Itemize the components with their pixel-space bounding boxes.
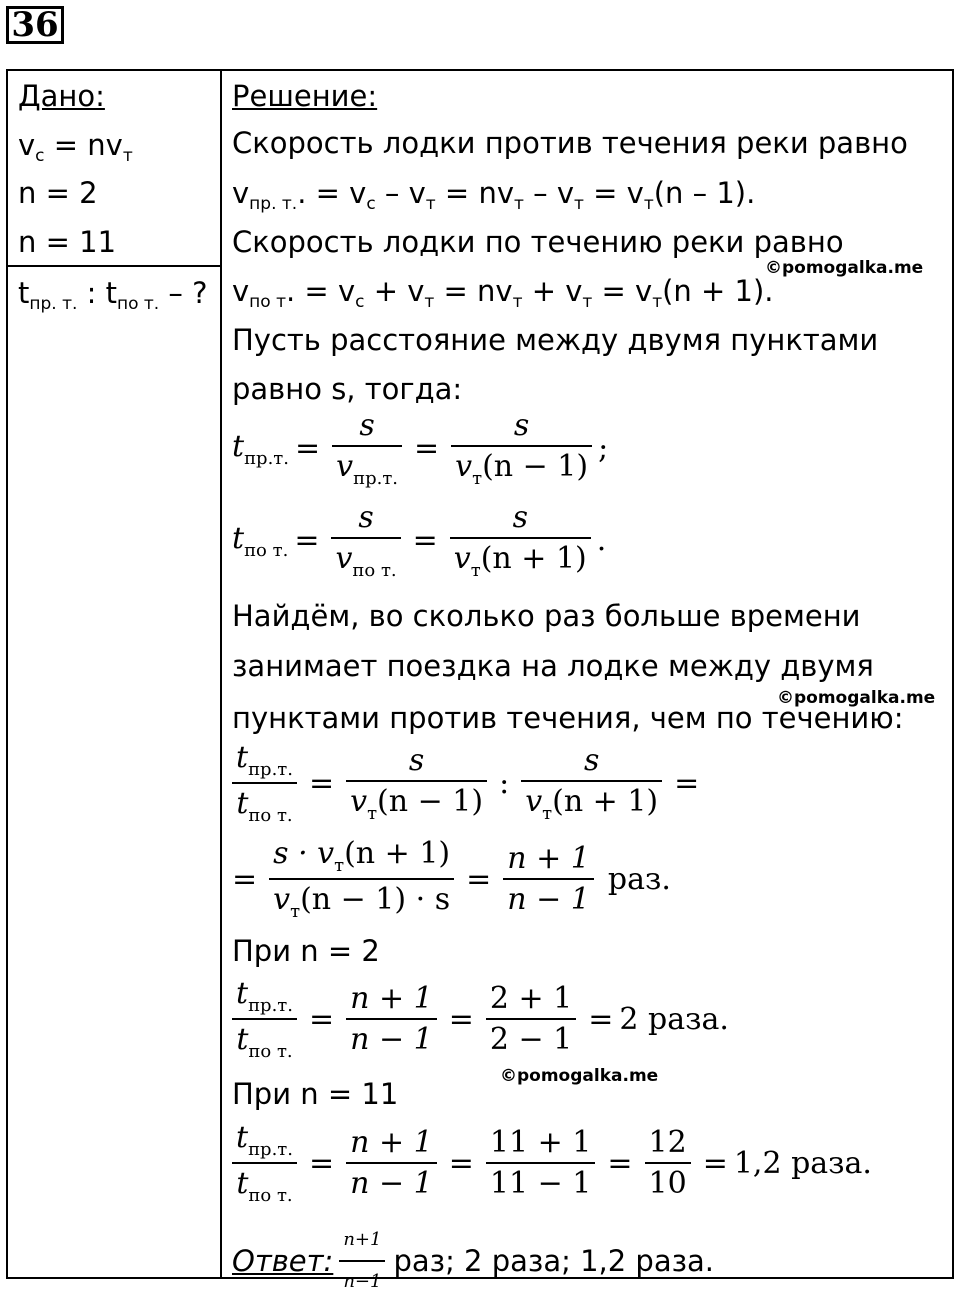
column-divider: [220, 69, 222, 1279]
solution-line-11: При n = 11: [232, 1077, 399, 1111]
solution-line-2: $v_{пр. т.}$. = $v_с - v_т = nv_т - v_т = v_т(n - 1)$.: [232, 176, 756, 214]
watermark-1: ©pomogalka.me: [765, 258, 924, 278]
problem-number: 36: [6, 6, 64, 44]
given-divider: [6, 265, 222, 267]
solution-line-9: пунктами против течения, чем по течению:: [232, 701, 904, 735]
given-title: Дано:: [18, 79, 105, 113]
formula-n11: $\frac{t_{пр.т.}}{t_{по т.}}$ = $\frac{n + 1}{n - 1}$ = $\frac{11 + 1}{11 - 1}$ = $\frac{12}{10}$ = 1,2 раза.: [232, 1120, 872, 1206]
given-line-1: $v_с = nv_т$: [18, 128, 133, 166]
answer-line: [232, 1222, 714, 1300]
formula-n2: $\frac{t_{пр.т.}}{t_{по т.}}$ = $\frac{n + 1}{n - 1}$ = $\frac{2 + 1}{2 - 1}$ = 2 раза.: [232, 976, 729, 1062]
answer-fraction: $\frac{n+1}{n-1}$: [339, 1222, 385, 1300]
solution-line-1: Скорость лодки против течения реки равно: [232, 126, 908, 160]
answer-label: Ответ:: [232, 1244, 334, 1278]
given-line-3: n = 11: [18, 225, 117, 259]
given-line-2: n = 2: [18, 176, 98, 210]
formula-ratio-simplified: = $\frac{s \cdot v_т(n + 1)}{v_т(n - 1) \cdot s}$ = $\frac{n + 1}{n - 1}$ раз.: [232, 836, 671, 922]
formula-t-upstream: $t_{пр.т.}$ = $\frac{s}{v_{пр.т.}}$ = $\frac{s}{v_т(n - 1)}$ ;: [232, 408, 609, 489]
answer-text: раз; 2 раза; 1,2 раза.: [393, 1244, 715, 1278]
solution-line-10: При n = 2: [232, 934, 380, 968]
watermark-3: ©pomogalka.me: [500, 1066, 659, 1086]
formula-ratio: $\frac{t_{пр.т.}}{t_{по т.}}$ = $\frac{s}{v_т(n - 1)}$ : $\frac{s}{v_т(n + 1)}$ =: [232, 740, 705, 826]
find-line: $t_{пр. т.}$ : $t_{по т.}$ – ?: [18, 276, 208, 314]
solution-title: Решение:: [232, 79, 378, 113]
formula-t-downstream: $t_{по т.}$ = $\frac{s}{v_{по т.}}$ = $\frac{s}{v_т(n + 1)}$ .: [232, 500, 607, 581]
solution-line-6: равно s, тогда:: [232, 372, 463, 406]
solution-line-4: $v_{по т}$. = $v_с + v_т = nv_т + v_т = v_т(n + 1)$.: [232, 274, 774, 312]
solution-line-3: Скорость лодки по течению реки равно: [232, 225, 844, 259]
solution-line-8: занимает поездка на лодке между двумя: [232, 649, 874, 683]
watermark-2: ©pomogalka.me: [777, 688, 936, 708]
solution-line-7: Найдём, во сколько раз больше времени: [232, 599, 861, 633]
solution-line-5: Пусть расстояние между двумя пунктами: [232, 323, 879, 357]
